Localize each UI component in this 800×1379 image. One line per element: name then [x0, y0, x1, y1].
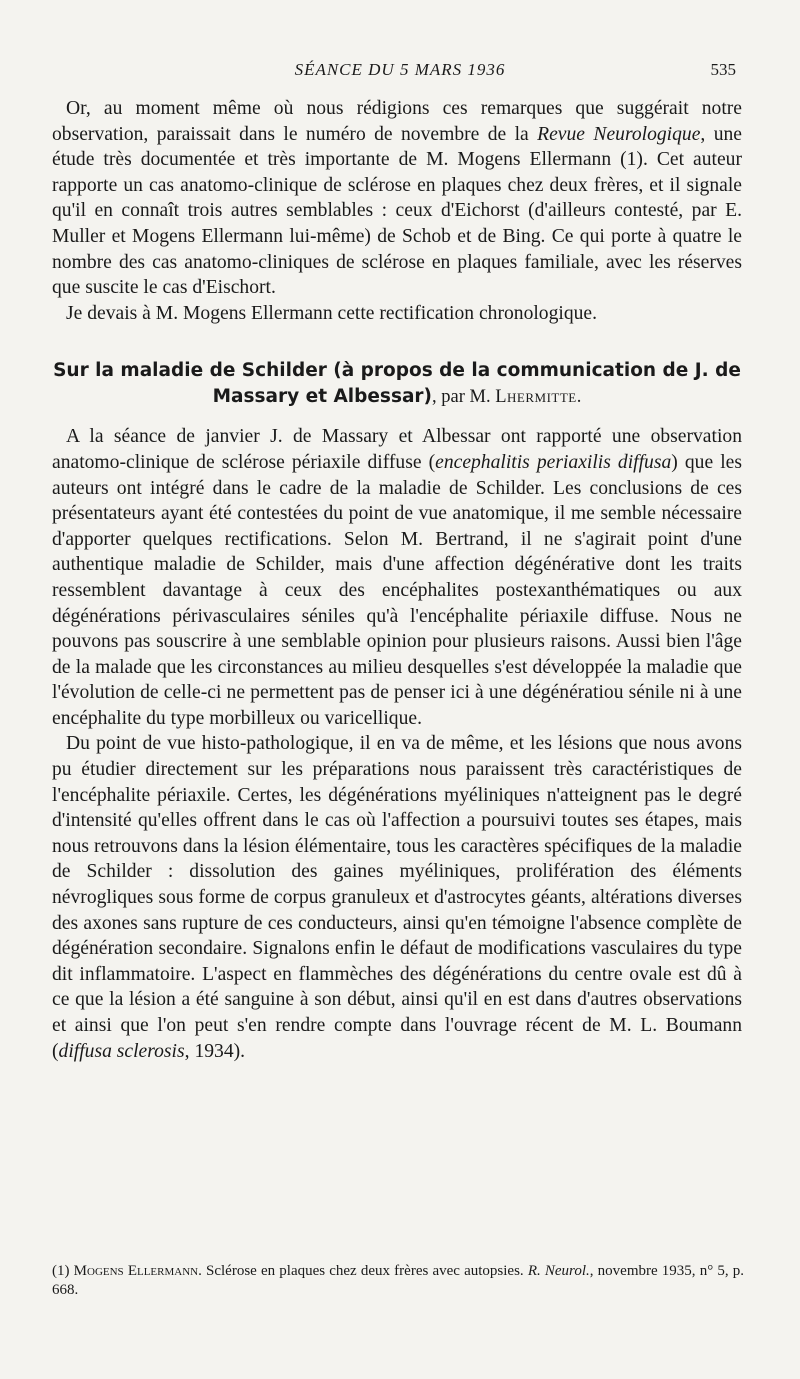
- section-title-end: .: [576, 387, 582, 408]
- body-text: [52, 96, 742, 1064]
- section-body: [52, 424, 742, 1064]
- text-run: ) que les auteurs ont intégré dans le cadre de la maladie de Schilder. Les conclusions de ces présentateurs ayant été contestées du point de vue anatomique, il me semble nécessaire d'apporter quelques rectifications. Selon M. Bertrand, il ne s'agirait point d'une authentique maladie de Schilder, mais d'une affection dégénérative dont les traits ressemblent davantage à ceux des encéphalites postexanthématiques ou aux dégénérations périvasculaires séniles qu'à l'encéphalite périaxile diffuse. Nous ne pouvons pas souscrire à une semblable opinion pour plusieurs raisons. Aussi bien l'âge de la malade que les circonstances au milieu desquelles s'est développée la maladie que l'évolution de celle-ci ne permettent pas de penser ici à une dégénératiou sénile ni à une encéphalite du type morbilleux ou varicellique.: [52, 451, 742, 729]
- italic-term: encephalitis periaxilis diffusa: [435, 451, 672, 473]
- text-run: Or, au moment même où nous rédigions ces remarques que suggérait notre observation, paraissait dans le numéro de novembre de la: [52, 98, 742, 145]
- text-run: A la séance de janvier J. de Massary et Albessar ont rapporté une observation anatomo-clinique de sclérose périaxile diffuse (: [52, 426, 742, 473]
- italic-term: diffusa sclerosis: [58, 1040, 185, 1062]
- text-run: , une étude très documentée et très importante de M. Mogens Ellermann (1). Cet auteur rapporte un cas anatomo-clinique de sclérose en plaques chez deux frères, et il signale qu'il en connaît trois autres semblables : ceux d'Eichorst (d'ailleurs contesté, par E. Muller et Mogens Ellermann lui-même) de Schob et de Bing. Ce qui porte à quatre le nombre des cas anatomo-cliniques de sclérose en plaques familiale, avec les réserves que suscite le cas d'Eischort.: [52, 123, 742, 299]
- running-header: [0, 60, 800, 86]
- section-author: Lhermitte: [495, 387, 577, 408]
- paragraph: Je devais à M. Mogens Ellermann cette rectification chronologique.: [66, 302, 598, 324]
- section-title: [52, 358, 742, 410]
- footnote-author: Mogens Ellermann: [73, 1263, 199, 1279]
- footnote: [52, 1262, 744, 1300]
- footnote-marker: (1): [52, 1263, 74, 1279]
- paragraph: [52, 731, 742, 1064]
- running-title: SÉANCE DU 5 MARS 1936: [294, 60, 506, 79]
- footnote-journal: R. Neurol.: [527, 1263, 590, 1279]
- text-run: Du point de vue histo-pathologique, il en va de même, et les lésions que nous avons pu étudier directement sur les préparations nous paraissent très caractéristiques de l'encéphalite périaxile. Certes, les dégénérations myéliniques n'atteignent pas le degré d'intensité qu'elles offrent dans le cas où l'affection a poursuivi toutes ses étapes, mais nous retrouvons dans la lésion élémentaire, tous les caractères spécifiques de la maladie de Schilder : dissolution des gaines myéliniques, prolifération des éléments névrogliques sous forme de corpus granuleux et d'astrocytes géants, altérations diverses des axones sans rupture de ces conducteurs, ainsi qu'en témoigne l'absence complète de dégénération secondaire. Signalons enfin le défaut de modifications vasculaires du type dit inflammatoire. L'aspect en flammèches des dégénérations du centre ovale est dû à ce que la lésion a été sanguine à son début, ainsi qu'il en est dans d'autres observations et ainsi que l'on peut s'en rendre compte dans l'ouvrage récent de M. L. Boumann (: [52, 733, 742, 1062]
- page-number: 535: [710, 60, 736, 79]
- text-run: , 1934).: [184, 1040, 246, 1062]
- paragraph: [52, 424, 742, 731]
- journal-title: Revue Neurologique: [537, 123, 701, 145]
- paragraph: [52, 96, 742, 301]
- footnote-text: , novembre 1935, n° 5, p. 668.: [52, 1263, 745, 1298]
- footnote-text: . Sclérose en plaques chez deux frères avec autopsies.: [198, 1263, 528, 1279]
- section-title-by: , par M.: [432, 387, 496, 408]
- section-title-main: Sur la maladie de Schilder (à propos de la communication de J. de Massary et Albessar): [53, 360, 741, 408]
